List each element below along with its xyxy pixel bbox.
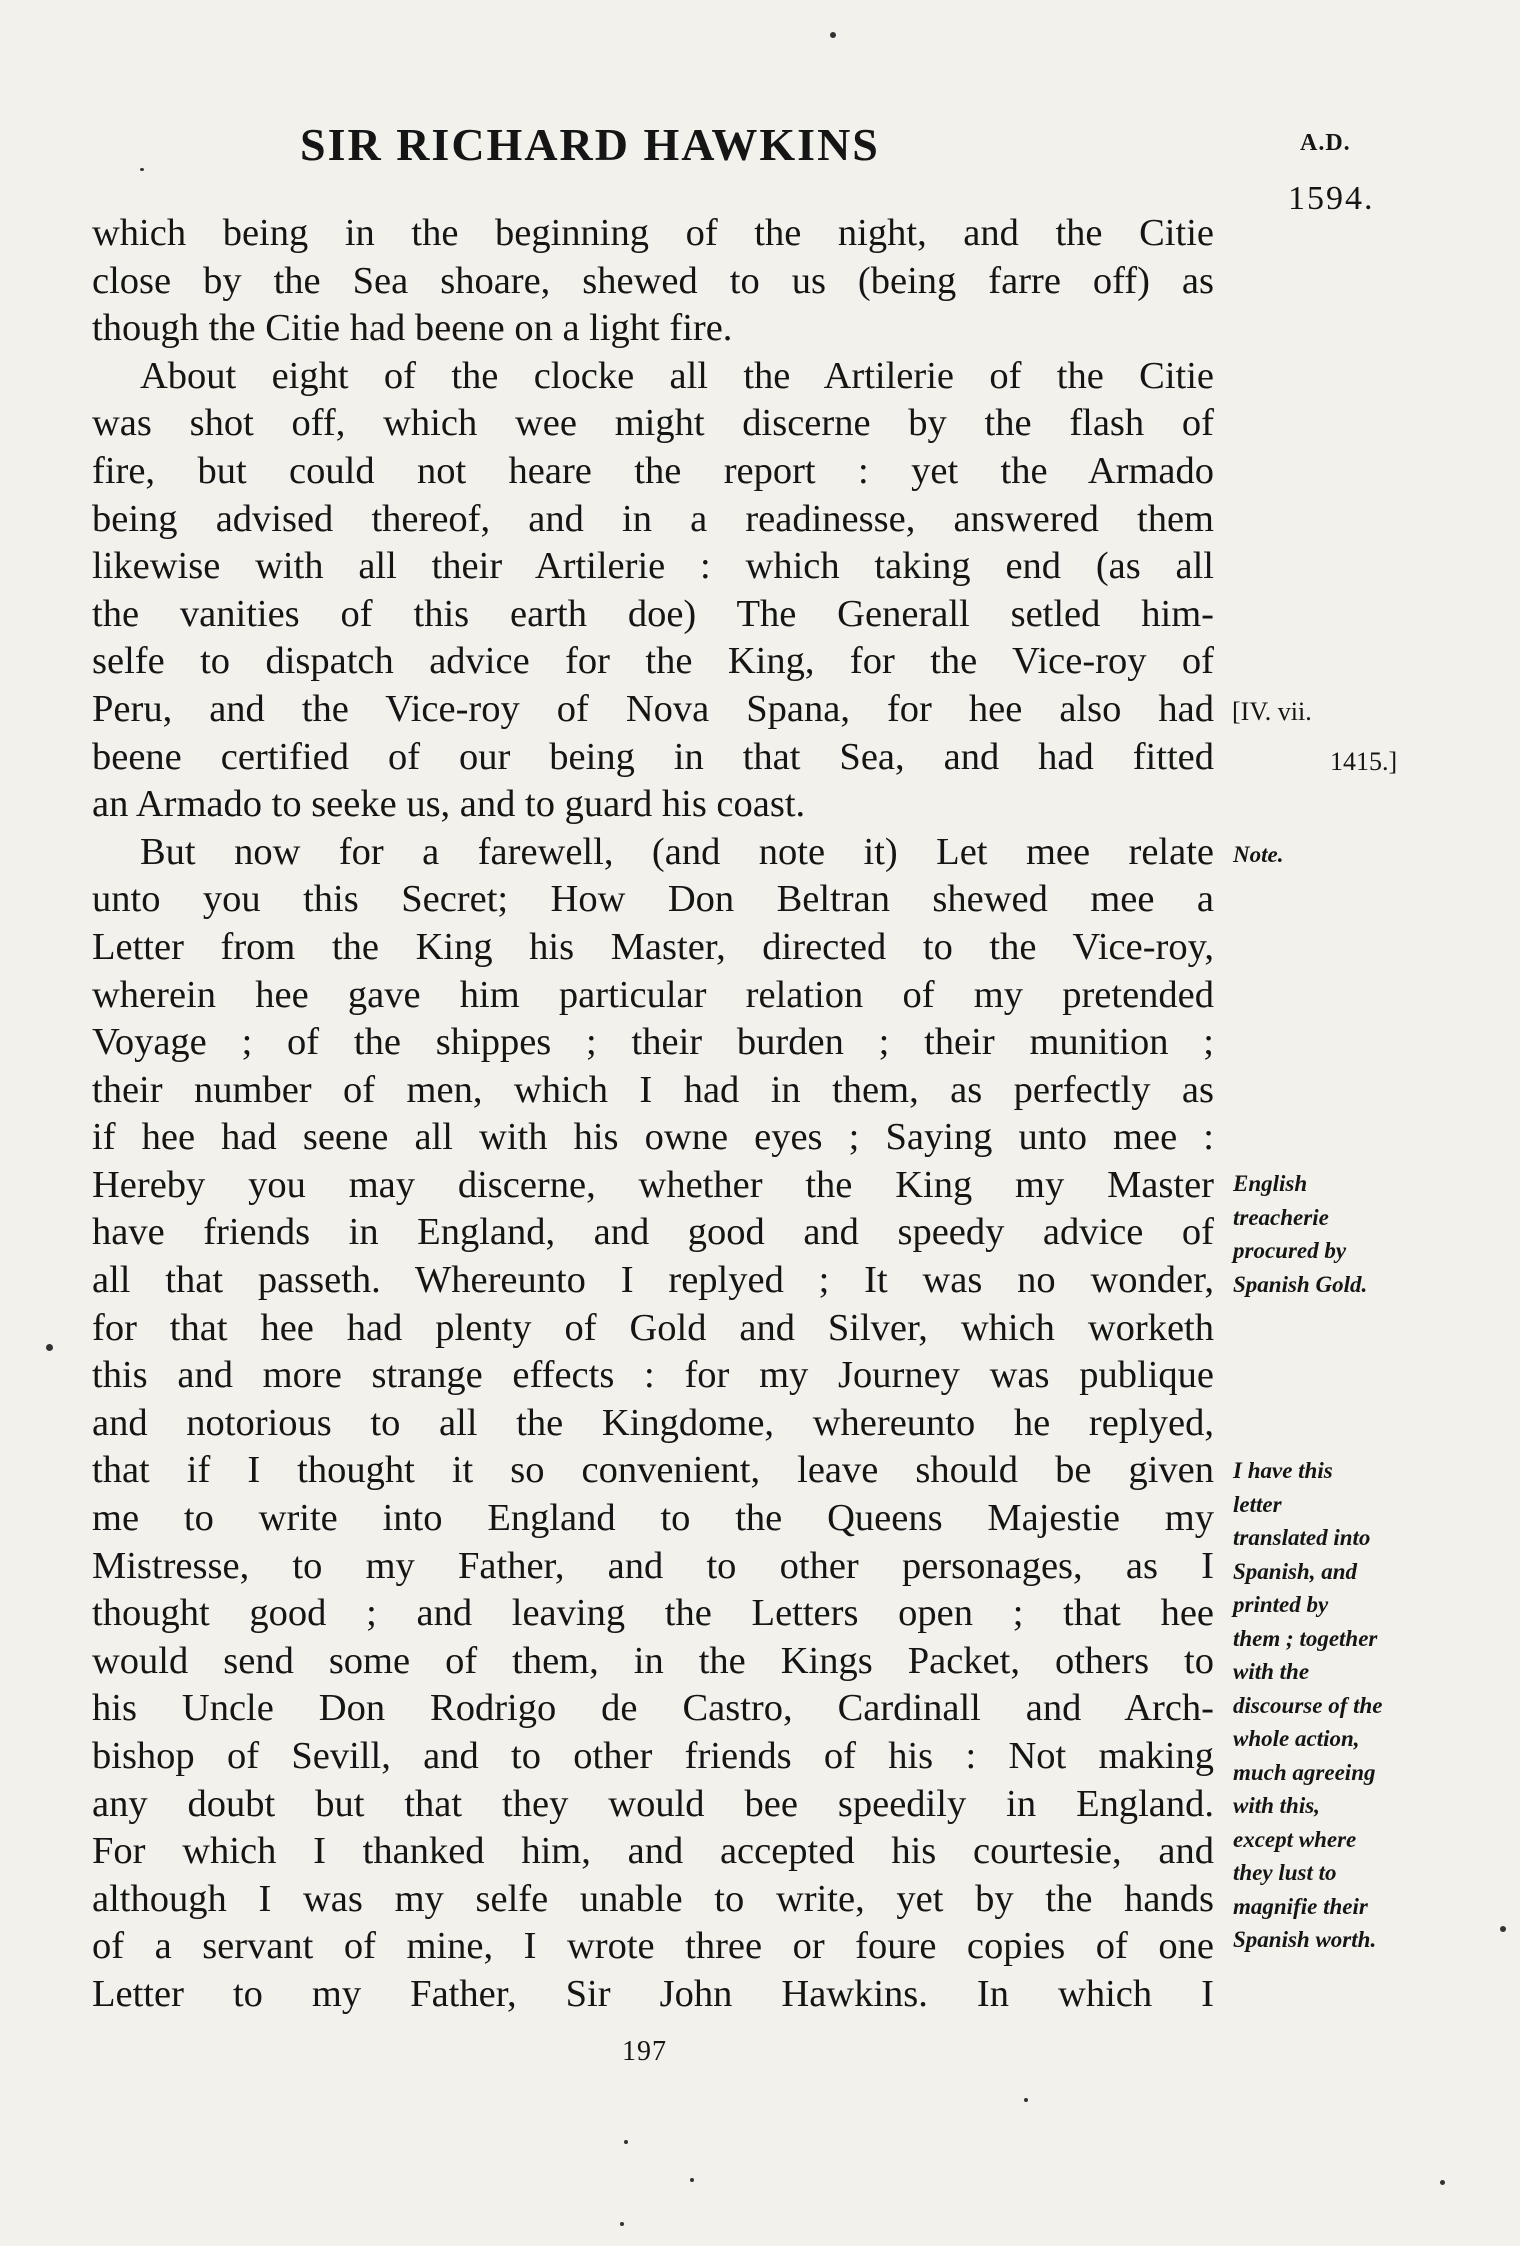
margin-note-line: magnifie their [1233, 1893, 1368, 1919]
text-line: his Uncle Don Rodrigo de Castro, Cardinall and Arch- [92, 1687, 1214, 1730]
text-line: selfe to dispatch advice for the King, for the Vice-roy of [92, 640, 1214, 683]
date-year: 1594. [1288, 180, 1375, 217]
text-line: Letter from the King his Master, directed to the Vice-roy, [92, 925, 1214, 968]
text-line: Mistresse, to my Father, and to other personages, as I [92, 1544, 1214, 1587]
margin-note-line: them ; together [1233, 1625, 1378, 1651]
scan-speck [830, 32, 836, 38]
margin-volume-ref: [IV. vii. [1232, 697, 1312, 726]
text-line: that if I thought it so convenient, leave should be given [92, 1449, 1214, 1492]
margin-note-line: printed by [1233, 1592, 1329, 1617]
scan-speck [624, 2140, 628, 2144]
running-title: SIR RICHARD HAWKINS [300, 119, 880, 170]
text-line: and notorious to all the Kingdome, whereunto he replyed, [92, 1401, 1214, 1444]
text-line: their number of men, which I had in them, as perfectly as [92, 1068, 1214, 1111]
margin-note-line: Spanish worth. [1233, 1927, 1377, 1952]
text-line: About eight of the clocke all the Artilerie of the Citie [140, 354, 1214, 397]
text-line: would send some of them, in the Kings Packet, others to [92, 1639, 1214, 1682]
scan-speck [620, 2222, 624, 2226]
text-line: Letter to my Father, Sir John Hawkins. In which I [92, 1972, 1214, 2015]
margin-note-line: I have this [1233, 1458, 1333, 1483]
scan-speck [690, 2178, 694, 2182]
margin-note-line: discourse of the [1233, 1692, 1383, 1718]
margin-page-ref: 1415.] [1330, 747, 1398, 776]
text-line: the vanities of this earth doe) The Generall setled him- [92, 592, 1214, 635]
text-line: close by the Sea shoare, shewed to us (being farre off) as [92, 259, 1214, 302]
margin-note-line: procured by [1233, 1238, 1347, 1263]
margin-note-line: except where [1233, 1826, 1357, 1852]
scan-speck [1440, 2180, 1445, 2185]
text-line: being advised thereof, and in a readinesse, answered them [92, 497, 1214, 540]
page-number: 197 [622, 2036, 667, 2067]
text-line: thought good ; and leaving the Letters open ; that hee [92, 1592, 1214, 1635]
margin-note-line: with this, [1233, 1793, 1320, 1818]
margin-note-line: translated into [1233, 1525, 1371, 1550]
text-line: bishop of Sevill, and to other friends of his : Not making [92, 1735, 1214, 1777]
margin-note-line: Spanish, and [1233, 1558, 1358, 1584]
text-line: wherein hee gave him particular relation of my pretended [92, 973, 1214, 1016]
text-line: which being in the beginning of the night, and the Citie [92, 212, 1214, 254]
margin-note-line: English [1233, 1171, 1308, 1196]
text-line: of a servant of mine, I wrote three or foure copies of one [92, 1925, 1214, 1968]
text-line: Hereby you may discerne, whether the King my Master [92, 1163, 1214, 1206]
text-line: any doubt but that they would bee speedily in England. [92, 1782, 1214, 1825]
date-label: A.D. [1300, 130, 1351, 156]
margin-note-line: they lust to [1233, 1860, 1337, 1885]
body-text [92, 210, 1214, 2019]
margin-note-line: letter [1233, 1491, 1282, 1517]
scan-speck [46, 1344, 53, 1351]
text-line: though the Citie had beene on a light fire. [92, 307, 733, 350]
text-line: an Armado to seeke us, and to guard his coast. [92, 783, 806, 826]
text-line: likewise with all their Artilerie : which taking end (as all [92, 545, 1214, 588]
text-line: But now for a farewell, (and note it) Let mee relate [140, 830, 1214, 873]
text-line: if hee had seene all with his owne eyes ; Saying unto mee : [92, 1116, 1214, 1159]
margin-note-label [1233, 838, 1493, 872]
text-line: fire, but could not heare the report : yet the Armado [92, 449, 1214, 492]
margin-note-line: Spanish Gold. [1233, 1271, 1368, 1297]
text-line: unto you this Secret; How Don Beltran shewed mee a [92, 878, 1214, 921]
text-line: me to write into England to the Queens Majestie my [92, 1497, 1214, 1540]
margin-note-line: treacherie [1233, 1204, 1329, 1230]
margin-note-line: with the [1233, 1659, 1310, 1684]
scan-speck [1024, 2098, 1028, 2102]
scan-speck [1500, 1926, 1506, 1932]
text-line: Peru, and the Vice-roy of Nova Spana, for hee also had [92, 687, 1214, 730]
text-line: beene certified of our being in that Sea, and had fitted [92, 735, 1214, 778]
text-line: have friends in England, and good and speedy advice of [92, 1211, 1214, 1254]
margin-note-line: much agreeing [1233, 1759, 1376, 1785]
margin-note-line: Note. [1233, 842, 1284, 867]
text-line: was shot off, which wee might discerne by the flash of [92, 402, 1214, 445]
margin-note-line: whole action, [1233, 1726, 1360, 1751]
text-line: for that hee had plenty of Gold and Silver, which worketh [92, 1306, 1214, 1349]
margin-note-letter [1233, 1454, 1493, 1957]
scan-speck [140, 168, 144, 171]
text-line: For which I thanked him, and accepted his courtesie, and [92, 1830, 1214, 1873]
text-line: this and more strange effects : for my Journey was publique [92, 1354, 1214, 1397]
text-line: although I was my selfe unable to write, yet by the hands [92, 1877, 1214, 1920]
text-line: Voyage ; of the shippes ; their burden ; their munition ; [92, 1021, 1214, 1064]
margin-note-english [1233, 1167, 1493, 1301]
text-line: all that passeth. Whereunto I replyed ; It was no wonder, [92, 1259, 1214, 1302]
